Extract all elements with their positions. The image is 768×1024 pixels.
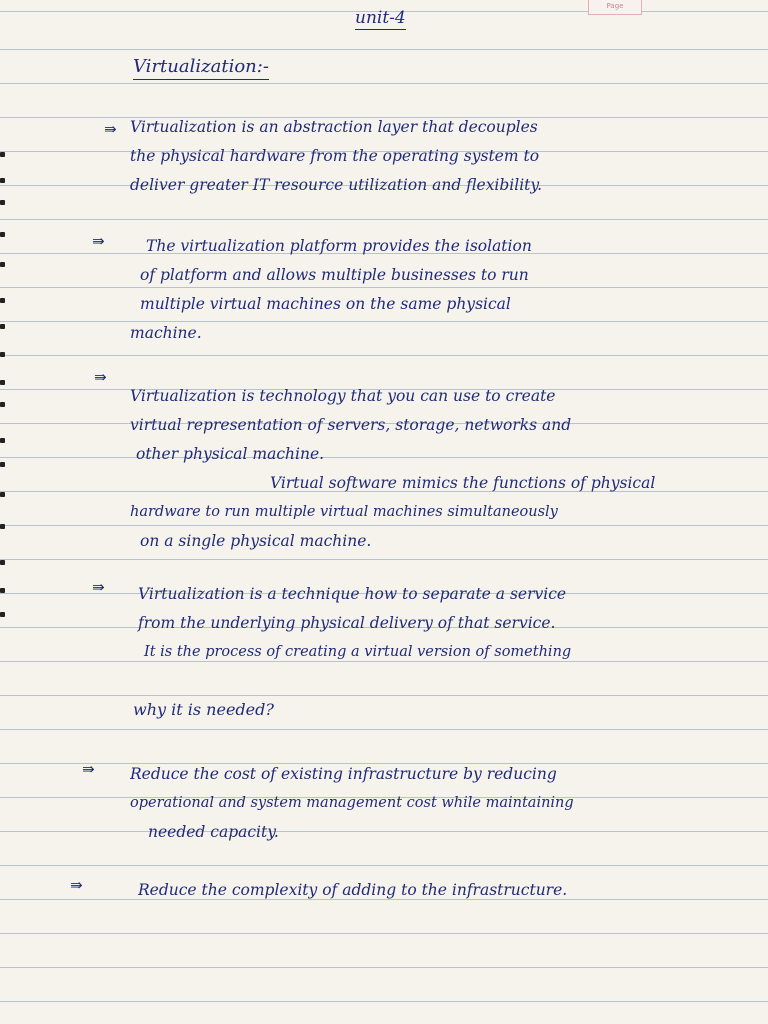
note-line: on a single physical machine. xyxy=(140,532,372,550)
note-line: It is the process of creating a virtual version of something xyxy=(144,644,572,660)
page-title: Virtualization:- xyxy=(133,56,269,80)
note-line: Virtualization is an abstraction layer that decouples xyxy=(130,118,538,136)
note-line: machine. xyxy=(130,324,202,342)
bullet-arrow-icon: ⇛ xyxy=(82,760,95,778)
bullet-arrow-icon: ⇛ xyxy=(70,876,83,894)
note-1 xyxy=(130,113,750,200)
bullet-arrow-icon: ⇛ xyxy=(94,368,107,386)
note-line: the physical hardware from the operating system to xyxy=(130,147,540,165)
note-line: multiple virtual machines on the same physical xyxy=(140,295,511,313)
bullet-arrow-icon: ⇛ xyxy=(104,120,117,138)
bullet-arrow-icon: ⇛ xyxy=(92,578,105,596)
reason-line: needed capacity. xyxy=(148,823,279,841)
note-3 xyxy=(130,382,750,556)
reason-line: Reduce the complexity of adding to the infrastructure. xyxy=(138,881,568,899)
why-heading: why it is needed? xyxy=(133,700,274,719)
reason-1 xyxy=(130,760,750,847)
note-line: hardware to run multiple virtual machines simultaneously xyxy=(130,504,558,520)
margin-dots xyxy=(0,0,8,1024)
unit-label: unit-4 xyxy=(355,8,406,28)
note-line: virtual representation of servers, storage, networks and xyxy=(130,416,572,434)
reason-line: operational and system management cost while maintaining xyxy=(130,795,574,811)
note-line: of platform and allows multiple businesses to run xyxy=(140,266,529,284)
note-2 xyxy=(130,232,750,348)
page-number-tab: Page xyxy=(588,0,642,15)
note-4 xyxy=(130,580,750,667)
note-line: deliver greater IT resource utilization and flexibility. xyxy=(130,176,543,194)
reason-line: Reduce the cost of existing infrastructure by reducing xyxy=(130,765,557,783)
reason-2 xyxy=(138,876,758,905)
note-line: Virtual software mimics the functions of physical xyxy=(270,474,656,492)
note-line: Virtualization is a technique how to separate a service xyxy=(138,585,567,603)
note-line: other physical machine. xyxy=(136,445,325,463)
note-line: from the underlying physical delivery of that service. xyxy=(138,614,556,632)
note-line: The virtualization platform provides the isolation xyxy=(146,237,532,255)
note-line: Virtualization is technology that you can use to create xyxy=(130,387,556,405)
bullet-arrow-icon: ⇛ xyxy=(92,232,105,250)
